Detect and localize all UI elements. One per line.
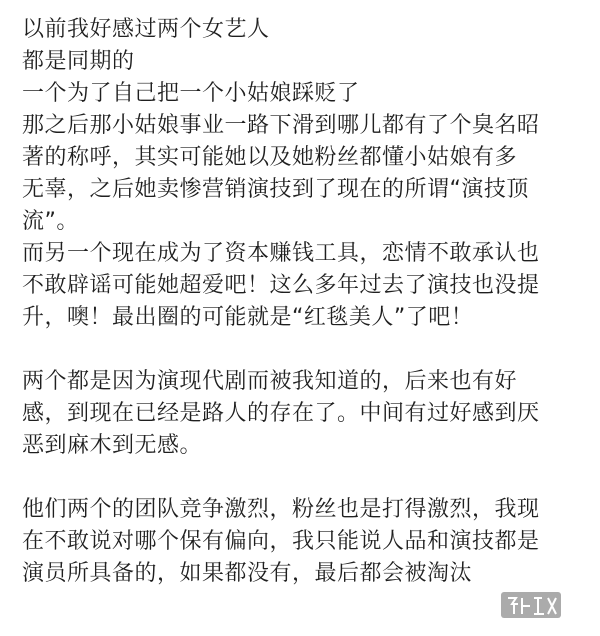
post-body xyxy=(22,14,582,590)
post-line: 升，噢！最出圈的可能就是“红毯美人”了吧！ xyxy=(22,305,474,330)
post-line: 流”。 xyxy=(22,209,79,234)
post-line: 著的称呼，其实可能她以及她粉丝都懂小姑娘有多 xyxy=(22,145,518,170)
post-line: 恶到麻木到无感。 xyxy=(22,433,203,458)
post-line: 而另一个现在成为了资本赚钱工具，恋情不敢承认也 xyxy=(22,241,540,266)
post-line: 无辜，之后她卖惨营销演技到了现在的所谓“演技顶 xyxy=(22,177,529,202)
post-line: 不敢辟谣可能她超爱吧！这么多年过去了演技也没提 xyxy=(22,273,540,298)
post-line: 那之后那小姑娘事业一路下滑到哪儿都有了个臭名昭 xyxy=(22,113,540,138)
paragraph-spacer xyxy=(22,462,582,494)
post-line: 两个都是因为演现代剧而被我知道的，后来也有好 xyxy=(22,369,518,394)
post-line: 在不敢说对哪个保有偏向，我只能说人品和演技都是 xyxy=(22,529,540,554)
post-line: 都是同期的 xyxy=(22,49,135,74)
post-line: 一个为了自己把一个小姑娘踩贬了 xyxy=(22,81,360,106)
post-line: 以前我好感过两个女艺人 xyxy=(22,17,270,42)
post-line: 他们两个的团队竞争激烈，粉丝也是打得激烈，我现 xyxy=(22,497,540,522)
paragraph-spacer xyxy=(22,334,582,366)
post-line: 感，到现在已经是路人的存在了。中间有过好感到厌 xyxy=(22,401,540,426)
post-line: 演员所具备的，如果都没有，最后都会被淘汰 xyxy=(22,561,473,586)
watermark-logo-icon xyxy=(500,590,562,620)
